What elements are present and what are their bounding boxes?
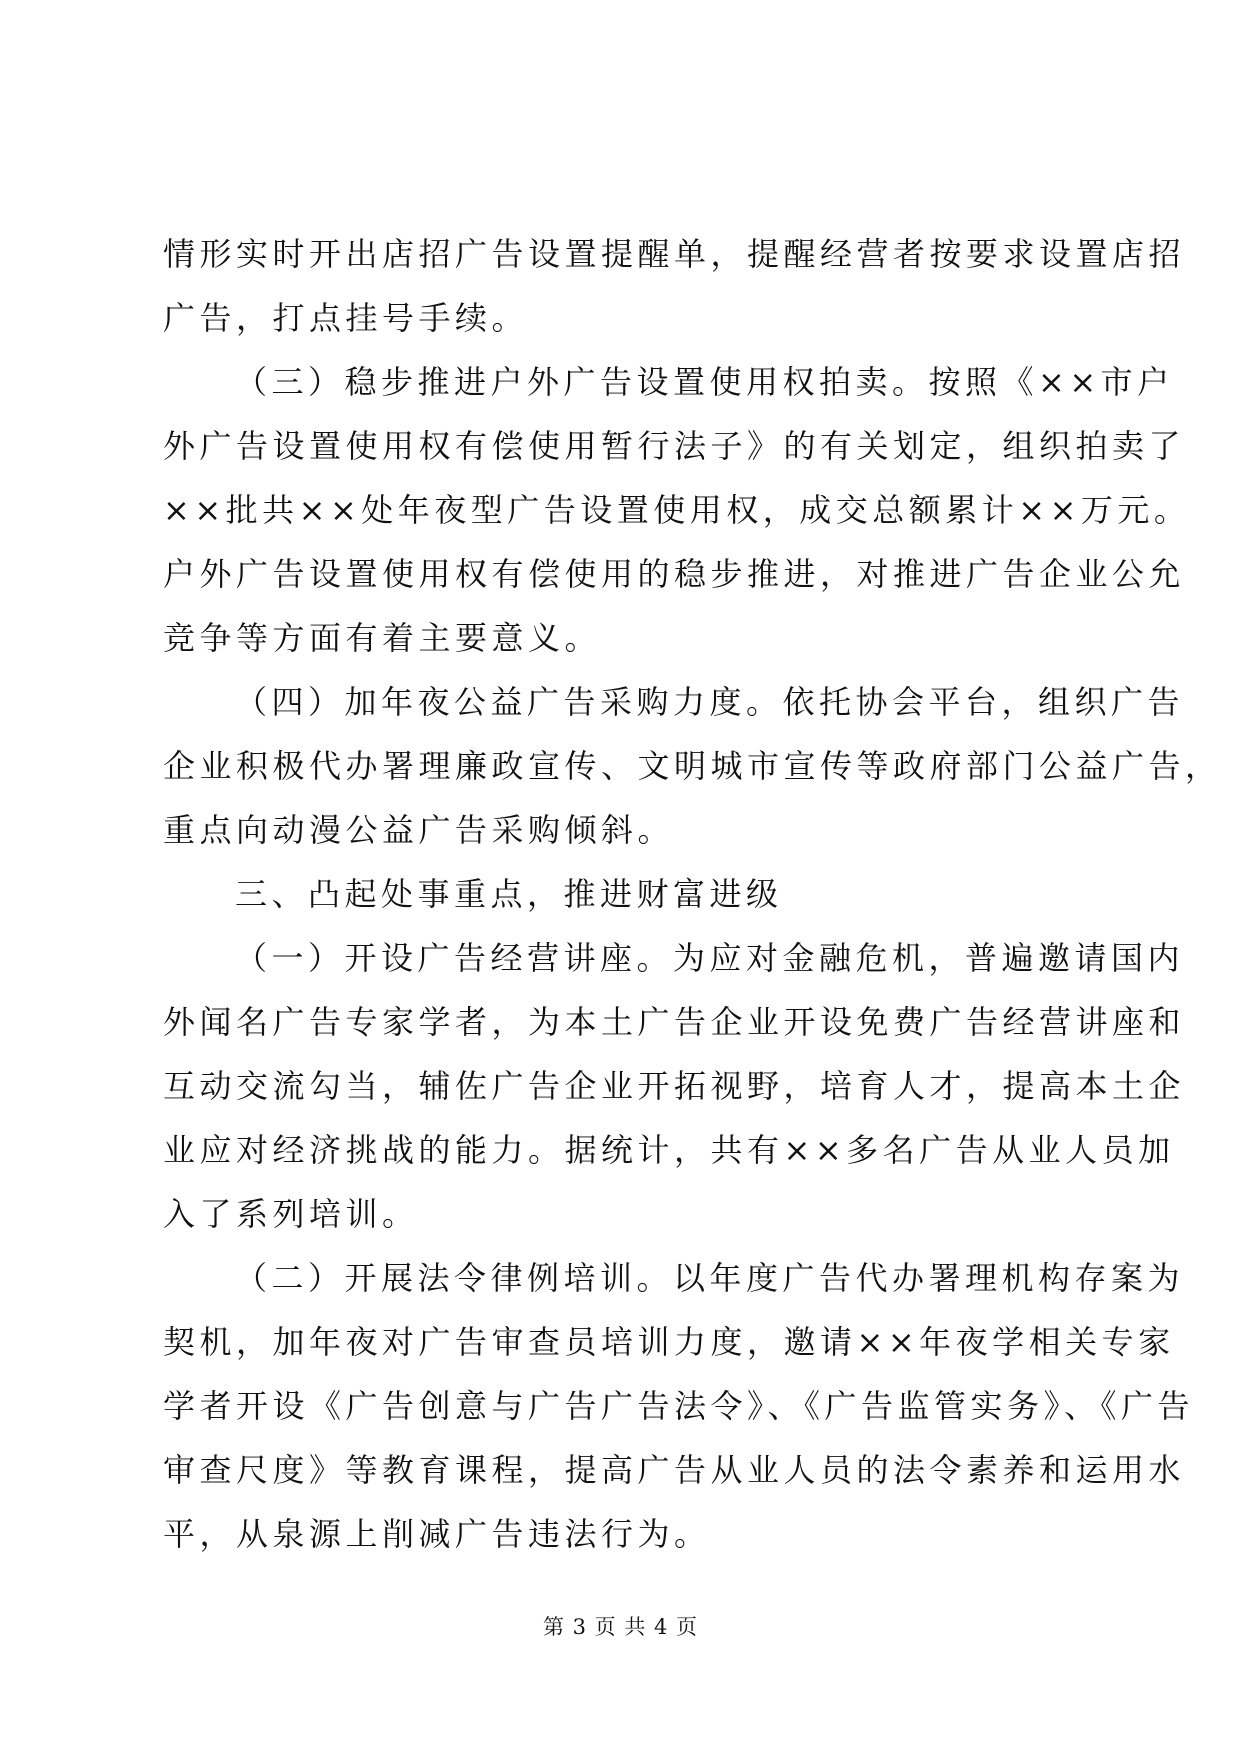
text-line: 入了系列培训。 xyxy=(163,1195,419,1233)
text-line: 契机，加年夜对广告审查员培训力度，邀请××年夜学相关专家 xyxy=(163,1323,1175,1361)
text-line: 竞争等方面有着主要意义。 xyxy=(163,619,602,657)
text-line: 互动交流勾当，辅佐广告企业开拓视野，培育人才，提高本土企 xyxy=(163,1067,1186,1105)
document-body xyxy=(163,222,1222,1566)
text-line: 户外广告设置使用权有偿使用的稳步推进，对推进广告企业公允 xyxy=(163,555,1186,593)
text-line: 学者开设《广告创意与广告广告法令》、《广告监管实务》、《广告 xyxy=(163,1387,1195,1425)
text-line: 审查尺度》等教育课程，提高广告从业人员的法令素养和运用水 xyxy=(163,1451,1186,1489)
text-line: 广告，打点挂号手续。 xyxy=(163,299,529,337)
text-line: 业应对经济挑战的能力。据统计，共有××多名广告从业人员加 xyxy=(163,1131,1175,1169)
text-line: 情形实时开出店招广告设置提醒单，提醒经营者按要求设置店招 xyxy=(163,235,1186,273)
section-heading: 三、凸起处事重点，推进财富进级 xyxy=(235,875,783,913)
paragraph-start-line: （三）稳步推进户外广告设置使用权拍卖。按照《××市户 xyxy=(235,363,1174,401)
text-line: 重点向动漫公益广告采购倾斜。 xyxy=(163,811,675,849)
paragraph-start-line: （二）开展法令律例培训。以年度广告代办署理机构存案为 xyxy=(235,1259,1185,1297)
page-number-footer: 第 3 页 共 4 页 xyxy=(542,1615,699,1639)
paragraph-start-line: （一）开设广告经营讲座。为应对金融危机，普遍邀请国内 xyxy=(235,939,1185,977)
text-line: 外广告设置使用权有偿使用暂行法子》的有关划定，组织拍卖了 xyxy=(163,427,1186,465)
text-line: 平，从泉源上削减广告违法行为。 xyxy=(163,1515,711,1553)
paragraph-start-line: （四）加年夜公益广告采购力度。依托协会平台，组织广告 xyxy=(235,683,1185,721)
text-line: 企业积极代办署理廉政宣传、文明城市宣传等政府部门公益广告， xyxy=(163,747,1222,785)
text-line: ××批共××处年夜型广告设置使用权，成交总额累计××万元。 xyxy=(163,491,1191,529)
text-line: 外闻名广告专家学者，为本土广告企业开设免费广告经营讲座和 xyxy=(163,1003,1186,1041)
